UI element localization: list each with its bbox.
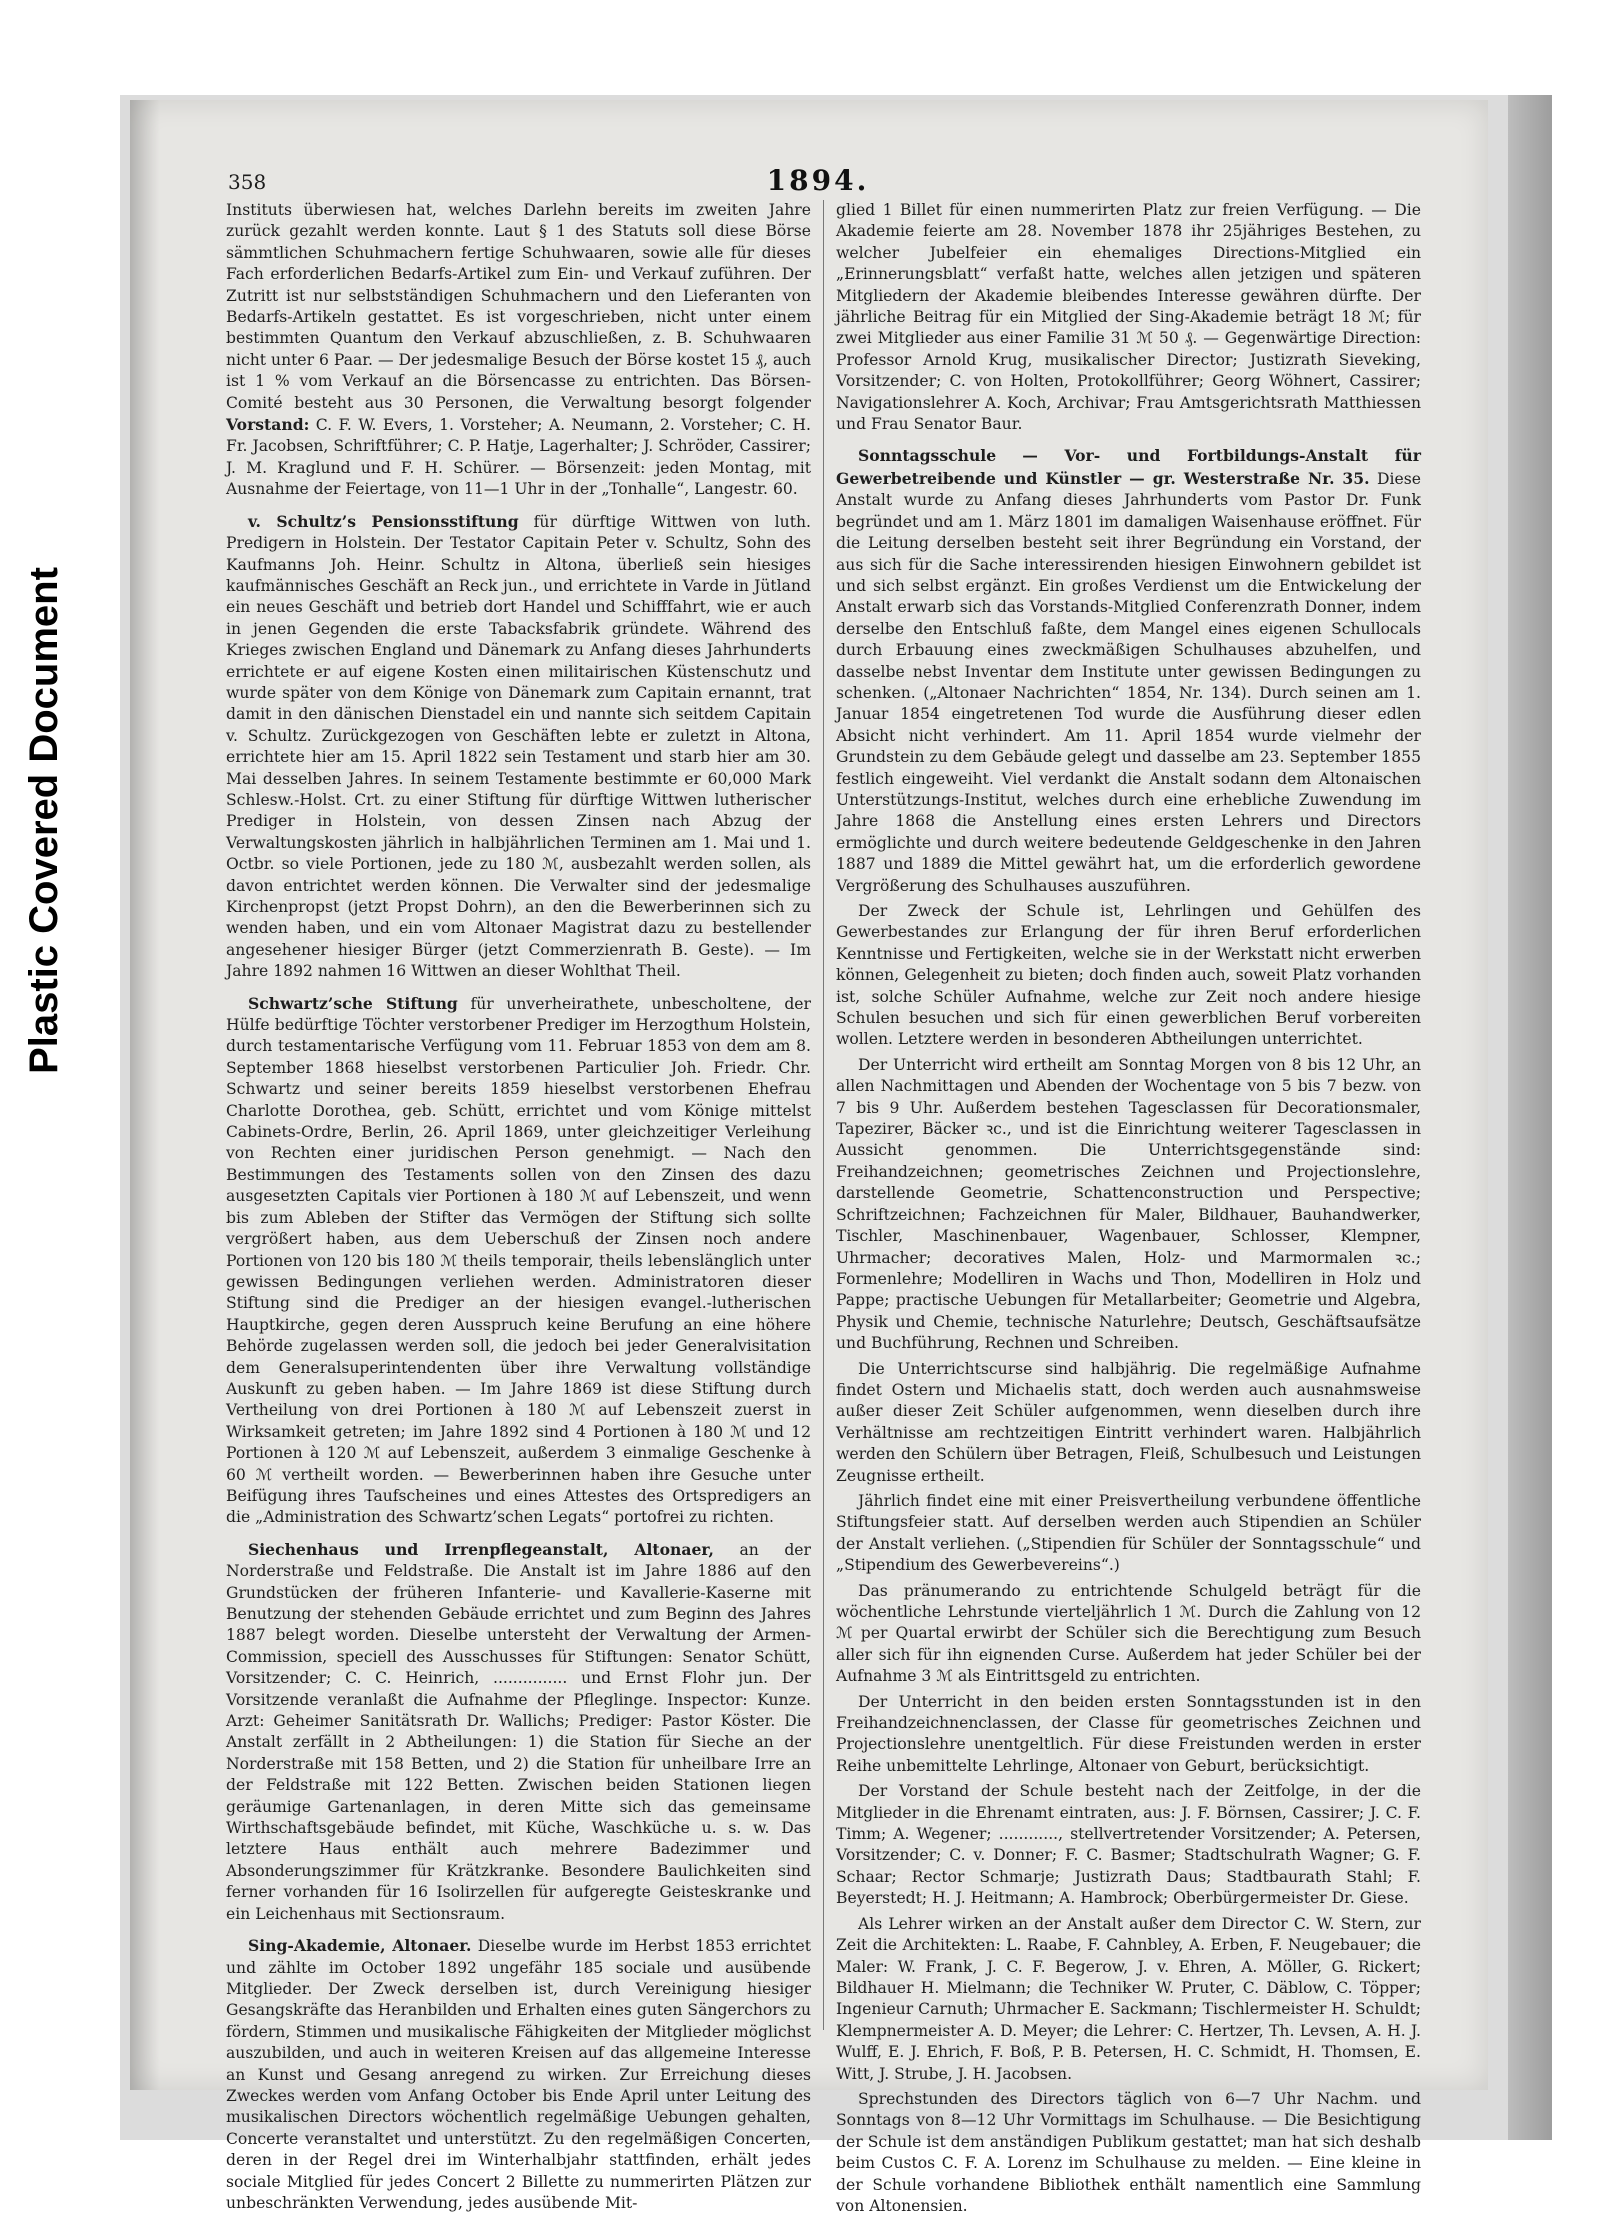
entry-title: Schwartz’sche Stiftung [248, 993, 458, 1013]
vorstand-label: Vorstand: [226, 415, 310, 435]
entry-text: für unverheirathete, unbescholtene, der Hülfe bedürftige Töchter verstorbener Prediger im Herzogthum Holstein, durch testamentarische Verfügung vom 11. Februar 1853 von dem am 8. September 1868 hieselbst verstorbenen Particulier Joh. Friedr. Chr. Schwartz und seiner bereits 1859 hieselbst verstorbenen Ehefrau Charlotte Dorothea, geb. Schütt, errichtet und vom Könige mittelst Cabinets-Ordre, Berlin, 26. April 1869, unter gleichzeitiger Verleihung von Rechten einer juridischen Person genehmigt. — Nach den Bestimmungen des Testaments sollen von den Zinsen des dazu ausgesetzten Capitals vier Portionen à 180 ℳ auf Lebenszeit, und wenn bis zum Ableben der Stifter das Vermögen der Stiftung sich sollte vergrößert haben, aus dem Ueberschuß der Zinsen noch andere Portionen von 120 bis 180 ℳ theils temporair, theils lebenslänglich unter gewissen Bedingungen verliehen werden. Administratoren dieser Stiftung sind die Prediger an der hiesigen evangel.-lutherischen Hauptkirche, gegen deren Ausspruch keine Berufung an eine höhere Behörde zugelassen werden soll, die jedoch bei jeder Generalvisitation dem Generalsuperintendenten über ihre Verwaltung vollständige Auskunft zu geben haben. — Im Jahre 1869 ist diese Stiftung durch Vertheilung von drei Portionen à 180 ℳ auf Lebenszeit zuerst in Wirksamkeit getreten; im Jahre 1892 sind 4 Portionen à 180 ℳ und 12 Portionen à 120 ℳ auf Lebenszeit, außerdem 3 einmalige Geschenke à 60 ℳ vertheilt worden. — Bewerberinnen haben ihre Gesuche unter Beifügung ihres Taufscheines und eines Attestes des Ortspredigers an die „Administration des Schwartz’schen Legats“ portofrei zu richten. [226, 994, 811, 1527]
entry-title: v. Schultz’s Pensionsstiftung [248, 511, 519, 531]
paragraph: Der Vorstand der Schule besteht nach der Zeitfolge, in der die Mitglieder in die Ehrenamt eintraten, aus: J. F. Börnsen, Cassirer; J. C. F. Timm; A. Wegener; ............, stellvertretender Vorsitzender; A. Petersen, Vorsitzender; C. v. Donner; F. C. Basmer; Stadtschulrath Wagner; G. F. Schaar; Rector Schmarje; Justizrath Daus; Stadtbaurath Stahl; F. Beyerstedt; H. J. Heitmann; A. Hambrock; Oberbürgermeister Dr. Giese. [836, 1782, 1421, 1908]
entry-schwartz [226, 993, 811, 1529]
page-header [228, 164, 1408, 204]
page-year: 1894. [766, 164, 870, 197]
entry-siechenhaus [226, 1539, 811, 1925]
entry-text: für dürftige Wittwen von luth. Predigern in Holstein. Der Testator Capitain Peter v. Schultz, Sohn des Kaufmanns Joh. Heinr. Schultz in Altona, überließ sein hiesiges kaufmännisches Geschäft an Reck jun., und errichtete in Varde in Jütland ein neues Geschäft und betrieb dort Handel und Schifffahrt, wie er auch in jenen Gegenden die erste Tabacksfabrik gründete. Während des Krieges zwischen England und Dänemark zu Anfang dieses Jahrhunderts errichtete er auf eigene Kosten einen militairischen Küstenschutz und wurde später von dem Könige von Dänemark zum Capitain ernannt, trat damit in den dänischen Dienstadel ein und nannte sich seitdem Capitain v. Schultz. Zurückgezogen von Geschäften lebte er zuletzt in Altona, errichtete hier am 15. April 1822 sein Testament und starb hier am 30. Mai desselben Jahres. In seinem Testamente bestimmte er 60,000 Mark Schlesw.-Holst. Crt. zu einer Stiftung für dürftige Wittwen lutherischer Prediger in Holstein, von dessen Zinsen nach Abzug der Verwaltungskosten jährlich in halbjährlichen Terminen am 1. Mai und 1. Octbr. so viele Portionen, jede zu 180 ℳ, ausbezahlt werden sollen, als davon entrichtet werden können. Die Verwalter sind der jedesmalige Kirchenpropst (jetzt Propst Dohrn), an den die Bewerberinnen sich zu wenden haben, und ein vom Altonaer Magistrat dazu zu bestellender angesehener hiesiger Bürger (jetzt Commerzienrath B. Geste). — Im Jahre 1892 nahmen 16 Wittwen an dieser Wohlthat Theil. [226, 512, 811, 981]
entry-title: Siechenhaus und Irrenpflegeanstalt, Altonaer, [248, 1539, 714, 1559]
column-divider [823, 200, 824, 2030]
left-column [226, 200, 811, 2212]
paragraph: Jährlich findet eine mit einer Preisvertheilung verbundene öffentliche Stiftungsfeier statt. Auf derselben werden auch Stipendien an Schüler der Anstalt verliehen. („Stipendien für Schüler der Sonntagsschule“ und „Stipendium des Gewerbevereins“.) [836, 1491, 1421, 1575]
entry-schultz [226, 511, 811, 983]
paragraph: glied 1 Billet für einen nummerirten Platz zur freien Verfügung. — Die Akademie feierte am 28. November 1878 ihr 25jähriges Bestehen, zu welcher Jubelfeier ein ehemaliges Directions-Mitglied ein „Erinnerungsblatt“ verfaßt hatte, welches allen jetzigen und späteren Mitgliedern der Akademie bleibendes Interesse gewähren dürfte. Der jährliche Beitrag für ein Mitglied der Sing-Akademie beträgt 18 ℳ; für zwei Mitglieder aus einer Familie 31 ℳ 50 ₰. — Gegenwärtige Direction: Professor Arnold Krug, musikalischer Director; Justizrath Sieveking, Vorsitzender; C. von Holten, Protokollführer; Georg Wöhnert, Cassirer; Navigationslehrer A. Koch, Archivar; Frau Amtsgerichtsrath Matthiessen und Frau Senator Baur. [836, 201, 1421, 434]
paragraph: Der Zweck der Schule ist, Lehrlingen und Gehülfen des Gewerbestandes zur Erlangung der für ihren Beruf erforderlichen Kenntnisse und Fertigkeiten, welche sie in der Werkstatt nicht erwerben können, Gelegenheit zu bieten; doch finden auch, soweit Platz vorhanden ist, solche Schüler Aufnahme, welche zur Zeit noch andere hiesige Schulen besuchen und sich für einen gewerblichen Beruf vorbereiten wollen. Letztere werden in besonderen Abtheilungen unterrichtet. [836, 902, 1421, 1049]
paragraph: Als Lehrer wirken an der Anstalt außer dem Director C. W. Stern, zur Zeit die Architekten: L. Raabe, F. Cahnbley, A. Erben, F. Neugebauer; die Maler: W. Frank, J. C. F. Begerow, J. v. Ehren, A. Möller, G. Rickert; Bildhauer H. Mielmann; die Techniker W. Pruter, C. Däblow, C. Töpper; Ingenieur Carnuth; Uhrmacher E. Sackmann; Tischlermeister H. Schuldt; Klempnermeister A. D. Meyer; die Lehrer: C. Hertzer, Th. Levsen, A. H. J. Wulff, E. J. Ehrich, F. Boß, P. B. Petersen, H. C. Schmidt, H. Thomsen, E. Witt, J. Strube, J. H. Jacobsen. [836, 1914, 1421, 2083]
document-page [130, 100, 1488, 2215]
paragraph [226, 200, 811, 501]
paragraph-text: Instituts überwiesen hat, welches Darlehn bereits im zweiten Jahre zurück gezahlt werden konnte. Laut § 1 des Statuts soll diese Börse sämmtlichen Schuhmachern fertige Schuhwaaren, sowie alle für dieses Fach erforderlichen Bedarfs-Artikel zum Ein- und Verkauf zuführen. Der Zutritt ist nur selbstständigen Schuhmachern und den Lieferanten von Bedarfs-Artikeln gestattet. Es ist vorgeschrieben, nicht unter einem bestimmten Quantum den Verkauf abzuschließen, z. B. Schuhwaaren nicht unter 6 Paar. — Der jedesmalige Besuch der Börse kostet 15 ₰, auch ist 1 % vom Verkauf an die Börsencasse zu entrichten. Das Börsen-Comité besteht aus 30 Personen, die Verwaltung besorgt folgender [226, 201, 811, 412]
page-number: 358 [228, 170, 267, 194]
paragraph: Der Unterricht in den beiden ersten Sonntagsstunden ist in den Freihandzeichnenclassen, der Classe für geometrisches Zeichnen und Projectionslehre unentgeltlich. Für diese Freistunden werden in erster Reihe unbemittelte Lehrlinge, Altonaer von Geburt, berücksichtigt. [836, 1692, 1421, 1775]
entry-subtitle: — Vor- und Fortbildungs-Anstalt für Gewerbetreibende und Künstler — gr. Westerstraße Nr. 35. [836, 446, 1421, 488]
scan-edge [1508, 95, 1552, 2140]
paragraph-text: C. F. W. Evers, 1. Vorsteher; A. Neumann, 2. Vorsteher; C. H. Fr. Jacobsen, Schriftführer; C. P. Hatje, Lagerhalter; J. Schröder, Cassirer; J. M. Kraglund und F. H. Schürer. — Börsenzeit: jeden Montag, mit Ausnahme der Feiertage, von 11—1 Uhr in der „Tonhalle“, Langestr. 60. [226, 416, 811, 499]
overlay-label-text: Plastic Covered Document [21, 566, 66, 1074]
paragraph: Sprechstunden des Directors täglich von 6—7 Uhr Nachm. und Sonntags von 8—12 Uhr Vormittags im Schulhause. — Die Besichtigung der Schule ist dem anständigen Publikum gestattet; man hat sich deshalb beim Custos C. F. A. Lorenz im Schulhause zu melden. — Eine kleine in der Schule vorhandene Bibliothek enthält namentlich eine Sammlung von Altonensien. [836, 2089, 1421, 2215]
entry-text: an der Norderstraße und Feldstraße. Die Anstalt ist im Jahre 1886 auf den Grundstücken der früheren Infanterie- und Kavallerie-Kaserne mit Benutzung der stehenden Gebäude errichtet und zum Beginn des Jahres 1887 belegt worden. Dieselbe untersteht der Verwaltung der Armen-Commission, speciell des Ausschusses für Stiftungen: Senator Schütt, Vorsitzender; C. C. Heinrich, ............... und Ernst Flohr jun. Der Vorsitzende veranlaßt die Aufnahme der Pfleglinge. Inspector: Kunze. Arzt: Geheimer Sanitätsrath Dr. Wallichs; Prediger: Pastor Köster. Die Anstalt zerfällt in 2 Abtheilungen: 1) die Station für Sieche an der Norderstraße mit 158 Betten, und 2) die Station für unheilbare Irre an der Feldstraße mit 122 Betten. Zwischen beiden Stationen liegen geräumige Gartenanlagen, in deren Mitte sich das gemeinsame Wirthschaftsgebäude befindet, mit Küche, Waschküche u. s. w. Das letztere Haus enthält auch mehrere Badezimmer und Absonderungszimmer für Krätzkranke. Besondere Baulichkeiten sind ferner vorhanden für 16 Isolirzellen für aufgeregte Geisteskranke und ein Leichenhaus mit Sectionsraum. [226, 1540, 811, 1923]
entry-title: Sing-Akademie, Altonaer. [248, 1936, 472, 1956]
overlay-label [8, 500, 80, 1140]
entry-title: Sonntagsschule [858, 446, 997, 466]
entry-sonntagsschule [836, 445, 1421, 897]
right-column [836, 200, 1421, 2215]
entry-text: Diese Anstalt wurde zu Anfang dieses Jahrhunderts vom Pastor Dr. Funk begründet und am 1. März 1801 im damaligen Waisenhause eröffnet. Für die Leitung derselben besteht seit ihrer Begründung ein Vorstand, der aus sich für die Sache interessirenden hiesigen Einwohnern gebildet ist und sich selbst ergänzt. Ein großes Verdienst um die Entwickelung der Anstalt erwarb sich das Vorstands-Mitglied Conferenzrath Donner, indem derselbe den Entschluß faßte, dem Mangel eines eigenen Schullocals durch Erbauung eines zweckmäßigen Schulhauses abzuhelfen, und dasselbe nebst Inventar dem Institute unter gewissen Bedingungen zu schenken. („Altonaer Nachrichten“ 1854, Nr. 134). Durch seinen am 1. Januar 1854 eingetretenen Tod wurde die Ausführung dieser edlen Absicht nicht verhindert. Am 11. April 1854 wurde vielmehr der Grundstein zu dem Gebäude gelegt und dasselbe am 23. September 1855 festlich eingeweiht. Viel verdankt die Anstalt sodann dem Altonaischen Unterstützungs-Institut, welches durch eine erhebliche Zuwendung im Jahre 1868 die Anstellung eines ersten Lehrers und Directors ermöglichte und durch weitere bedeutende Geldgeschenke in den Jahren 1887 und 1889 die Mittel gewährt hat, um die erforderlich gewordene Vergrößerung des Schulhauses auszuführen. [836, 469, 1421, 895]
entry-sing-akademie [226, 1935, 811, 2214]
page-shadow [130, 100, 160, 2090]
entry-text: Dieselbe wurde im Herbst 1853 errichtet und zählte im October 1892 ungefähr 185 sociale und ausübende Mitglieder. Der Zweck derselben ist, durch Vereinigung hiesiger Gesangskräfte das Heranbilden und Erhalten eines guten Sängerchors zu fördern, Stimmen und musikalische Fähigkeiten der Mitglieder möglichst auszubilden, und auch in weiteren Kreisen auf das allgemeine Interesse an Kunst und Gesang anregend zu wirken. Zur Erreichung dieses Zweckes werden vom Anfang October bis Ende April unter Leitung des musikalischen Directors wöchentlich regelmäßige Uebungen gehalten, Concerte veranstaltet und unterstützt. Zu den regelmäßigen Concerten, deren in der Regel drei im Winterhalbjahr stattfinden, erhält jedes sociale Mitglied für jedes Concert 2 Billette zu nummerirten Plätzen zur unbeschränkten Verwendung, jedes ausübende Mit- [226, 1937, 811, 2212]
paragraph: Das pränumerando zu entrichtende Schulgeld beträgt für die wöchentliche Lehrstunde vierteljährlich 1 ℳ. Durch die Zahlung von 12 ℳ per Quartal erwirbt der Schüler sich die Berechtigung zum Besuch aller sich für ihn eignenden Curse. Außerdem hat jeder Schüler bei der Aufnahme 3 ℳ als Eintrittsgeld zu entrichten. [836, 1581, 1421, 1686]
paragraph: Der Unterricht wird ertheilt am Sonntag Morgen von 8 bis 12 Uhr, an allen Nachmittagen und Abenden der Wochentage von 5 bis 7 bezw. von 7 bis 9 Uhr. Außerdem bestehen Tagesclassen für Decorationsmaler, Tapezirer, Bäcker ꝛc., und ist die Einrichtung weiterer Tagesclassen in Aussicht genommen. Die Unterrichtsgegenstände sind: Freihandzeichnen; geometrisches Zeichnen und Projectionslehre, darstellende Geometrie, Schattenconstruction und Perspective; Schriftzeichnen; Fachzeichnen für Maler, Bildhauer, Bauhandwerker, Tischler, Maschinenbauer, Wagenbauer, Schlosser, Klempner, Uhrmacher; decoratives Malen, Holz- und Marmormalen ꝛc.; Formenlehre; Modelliren in Wachs und Thon, Modelliren in Holz und Pappe; practische Uebungen für Metallarbeiter; Geometrie und Algebra, Physik und Chemie, technische Naturlehre; Deutsch, Geschäftsaufsätze und Buchführung, Rechnen und Schreiben. [836, 1055, 1421, 1353]
paragraph: Die Unterrichtscurse sind halbjährig. Die regelmäßige Aufnahme findet Ostern und Michaelis statt, doch werden auch ausnahmsweise außer dieser Zeit Schüler aufgenommen, wenn dieselben durch ihre Verhältnisse am rechtzeitigen Eintritt verhindert waren. Halbjährlich werden den Schülern über Betragen, Fleiß, Schulbesuch und Leistungen Zeugnisse ertheilt. [836, 1359, 1421, 1485]
